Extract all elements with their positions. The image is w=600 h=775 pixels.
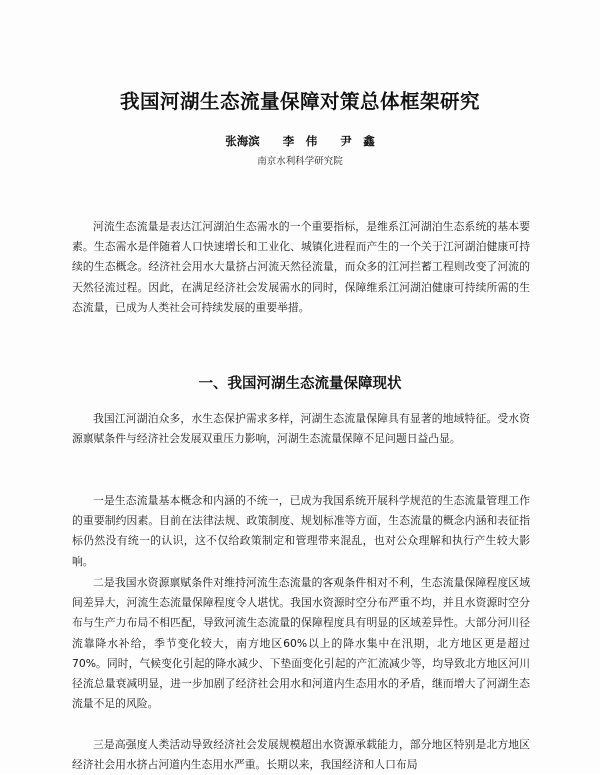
abstract-paragraph: 河流生态流量是表达江河湖泊生态需水的一个重要指标，是维系江河湖泊生态系统的基本要素。生态需水是伴随着人口快速增长和工业化、城镇化进程而产生的一个关于江河湖泊健康可持续的生态概念。经济社会用水大量挤占河流天然径流量，而众多的江河拦蓄工程则改变了河流的天然径流过程。因此，在满足经济社会发展需水的同时，保障维系江河湖泊健康可持续所需的生态流量，已成为人类社会可持续发展的重要举措。 (72, 220, 530, 314)
author-list: 张海滨 李 伟 尹 鑫 (225, 134, 375, 148)
section-heading: 一、我国河湖生态流量保障现状 (198, 376, 402, 392)
body-paragraph-3: 二是我国水资源禀赋条件对维持河流生态流量的客观条件相对不利，生态流量保障程度区域间差异大，河流生态流量保障程度令人堪忧。我国水资源时空分布严重不均，并且水资源时空分布与生产力布局不相匹配，导致河流生态流量的保障程度具有明显的区域差异性。大部分河川径流靠降水补给，季节变化较大，南方地区60%以上的降水集中在汛期，北方地区更是超过70%。同时，气候变化引起的降水减少、下垫面变化引起的产汇流减少等，均导致北方地区河川径流总量衰减明显，进一步加剧了经济社会用水和河道内生态用水的矛盾，继而增大了河湖生态流量不足的风险。 (72, 576, 530, 711)
paper-title: 我国河湖生态流量保障对策总体框架研究 (119, 90, 480, 113)
affiliation: 南京水利科学研究院 (257, 156, 343, 167)
body-paragraph-4: 三是高强度人类活动导致经济社会发展规模超出水资源承载能力，部分地区特别是北方地区经济社会用水挤占河道内生态用水严重。长期以来，我国经济和人口布局 (72, 738, 530, 772)
body-paragraph-1: 我国江河湖泊众多，水生态保护需求多样，河湖生态流量保障具有显著的地域特征。受水资源禀赋条件与经济社会发展双重压力影响，河湖生态流量保障不足问题日益凸显。 (72, 412, 530, 446)
body-paragraph-2: 一是生态流量基本概念和内涵的不统一，已成为我国系统开展科学规范的生态流量管理工作的重要制约因素。目前在法律法规、政策制度、规划标准等方面，生态流量的概念内涵和表征指标仍然没有统一的认识，这不仅给政策制定和管理带来混乱，也对公众理解和执行产生较大影响。 (72, 494, 530, 568)
